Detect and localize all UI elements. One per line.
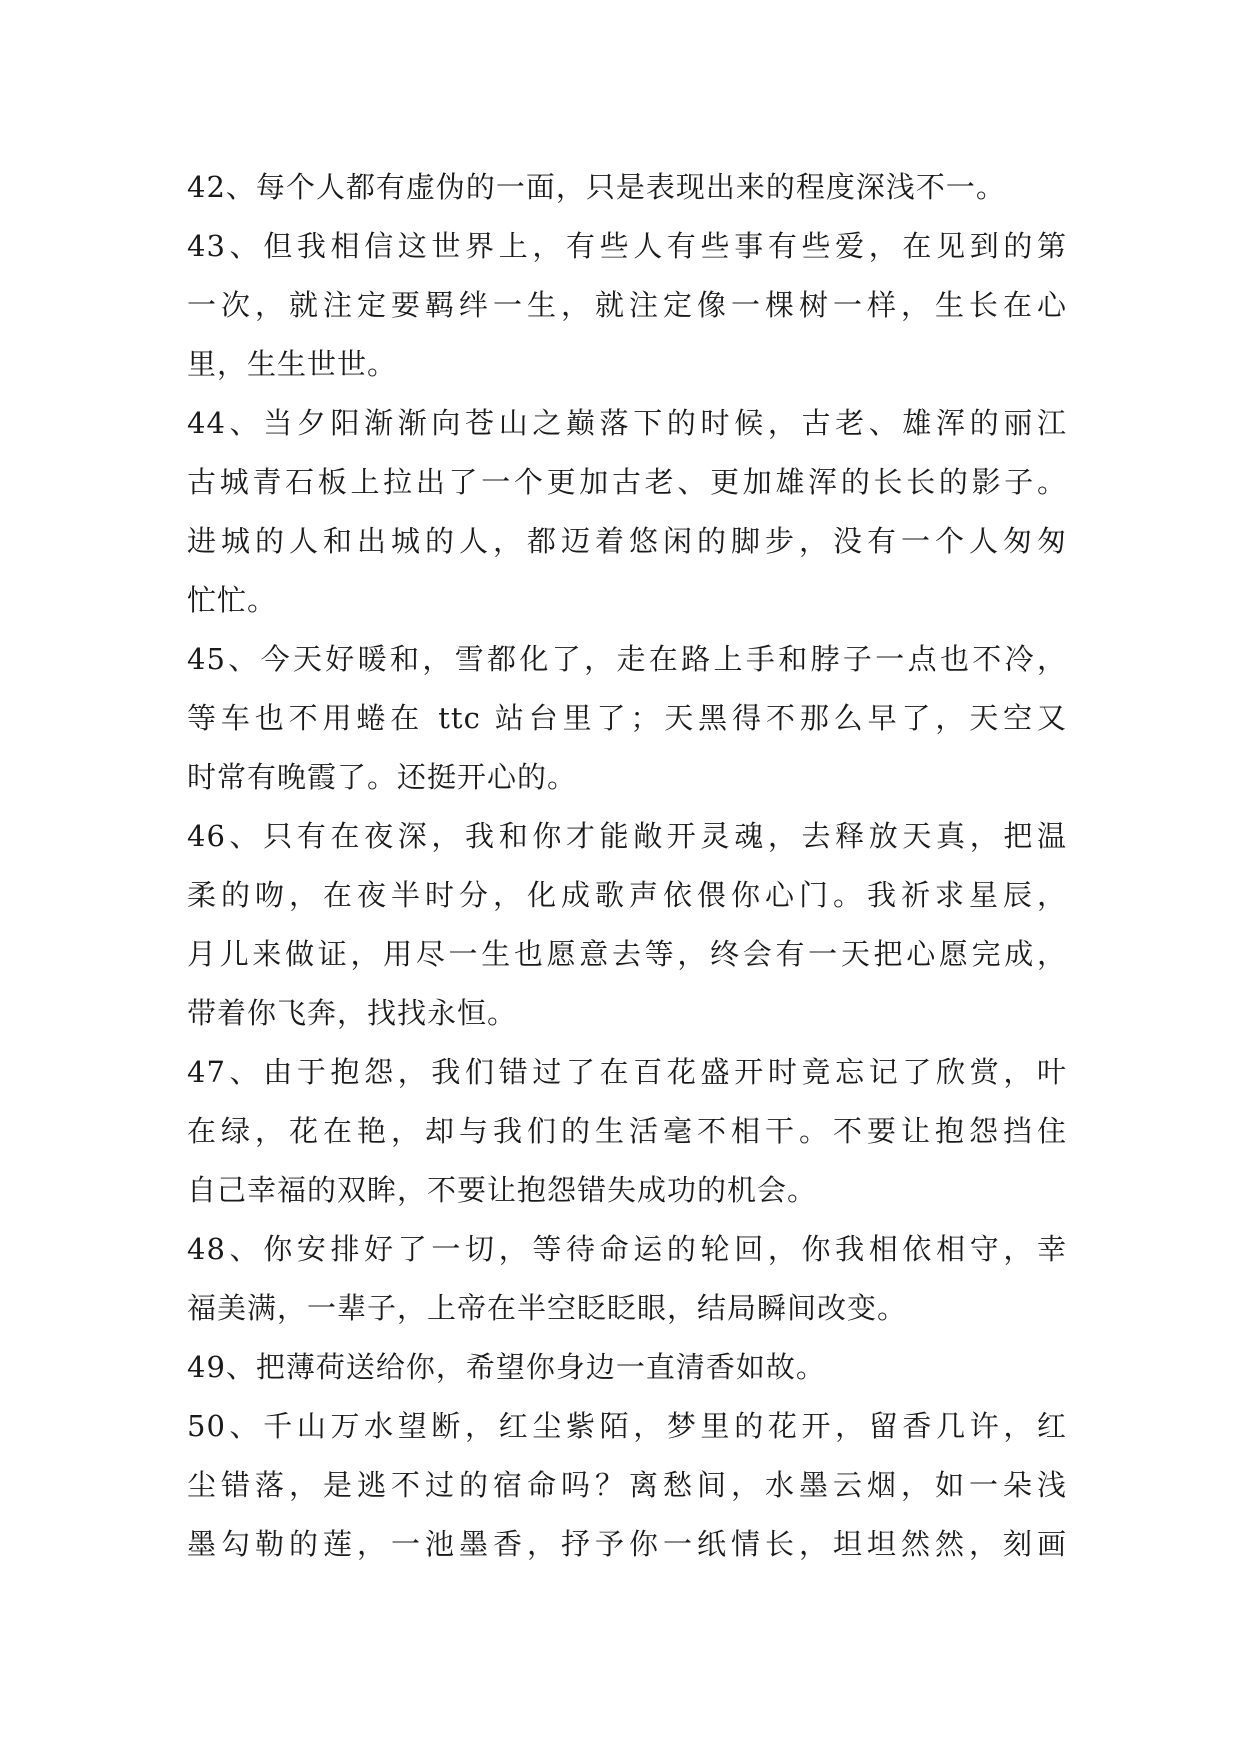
text-line: 墨勾勒的莲，一池墨香，抒予你一纸情长，坦坦然然，刻画 <box>187 1527 1067 1561</box>
text-line: 47、由于抱怨，我们错过了在百花盛开时竟忘记了欣赏，叶 <box>187 1055 1067 1089</box>
text-line: 忙忙。 <box>187 583 278 617</box>
text-line: 42、每个人都有虚伪的一面，只是表现出来的程度深浅不一。 <box>187 170 1006 204</box>
text-line: 里，生生世世。 <box>187 347 398 381</box>
text-line: 50、千山万水望断，红尘紫陌，梦里的花开，留香几许，红 <box>187 1409 1067 1443</box>
text-line: 尘错落，是逃不过的宿命吗？离愁间，水墨云烟，如一朵浅 <box>187 1468 1067 1502</box>
text-line: 等车也不用蜷在 ttc 站台里了；天黑得不那么早了，天空又 <box>187 701 1067 735</box>
text-line: 福美满，一辈子，上帝在半空眨眨眼，结局瞬间改变。 <box>187 1291 908 1325</box>
text-line: 柔的吻，在夜半时分，化成歌声依偎你心门。我祈求星辰， <box>187 878 1067 912</box>
text-line: 44、当夕阳渐渐向苍山之巅落下的时候，古老、雄浑的丽江 <box>187 406 1067 440</box>
text-line: 43、但我相信这世界上，有些人有些事有些爱，在见到的第 <box>187 229 1067 263</box>
text-line: 一次，就注定要羁绊一生，就注定像一棵树一样，生长在心 <box>187 288 1067 322</box>
text-line: 自己幸福的双眸，不要让抱怨错失成功的机会。 <box>187 1173 818 1207</box>
body-text <box>187 158 1067 1574</box>
text-line: 进城的人和出城的人，都迈着悠闲的脚步，没有一个人匆匆 <box>187 524 1067 558</box>
text-line: 在绿，花在艳，却与我们的生活毫不相干。不要让抱怨挡住 <box>187 1114 1067 1148</box>
text-line: 带着你飞奔，找找永恒。 <box>187 996 518 1030</box>
text-line: 46、只有在夜深，我和你才能敞开灵魂，去释放天真，把温 <box>187 819 1067 853</box>
text-line: 45、今天好暖和，雪都化了，走在路上手和脖子一点也不冷， <box>187 642 1067 676</box>
text-line: 月儿来做证，用尽一生也愿意去等，终会有一天把心愿完成， <box>187 937 1067 971</box>
text-line: 49、把薄荷送给你，希望你身边一直清香如故。 <box>187 1350 826 1384</box>
text-line: 时常有晚霞了。还挺开心的。 <box>187 760 578 794</box>
text-line: 古城青石板上拉出了一个更加古老、更加雄浑的长长的影子。 <box>187 465 1067 499</box>
text-line: 48、你安排好了一切，等待命运的轮回，你我相依相守，幸 <box>187 1232 1067 1266</box>
